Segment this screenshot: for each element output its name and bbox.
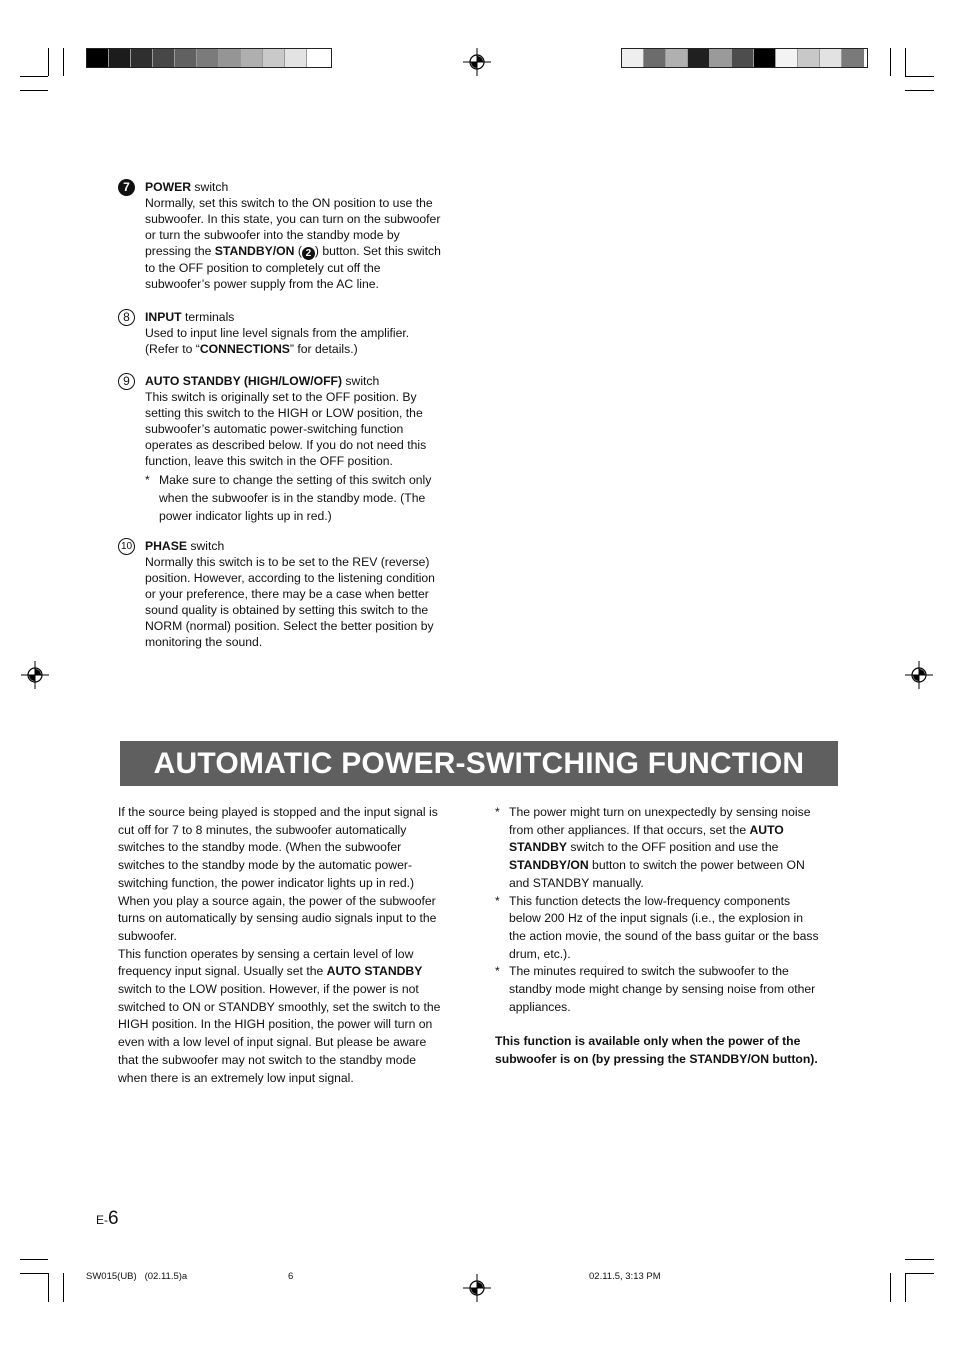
color-swatch [307,49,329,67]
color-swatch [710,49,732,67]
footer-job-code: SW015(UB) (02.11.5)a [86,1271,188,1282]
registration-mark-top [463,48,491,76]
paragraph-auto-standby-description: If the source being played is stopped and the input signal is cut off for 7 to 8 minutes, the subwoofer automatically switches to the standby mode. (When the subwoofer switches to the standby mode by the automatic power- switching function, the power indicator lights up in red.) When you play a source again, the power of the subwoofer turns on automatically by sensing audio signals input to the subwoofer. [118,805,438,943]
item-title: PHASE switch [145,539,225,553]
item-phase-switch [118,538,463,650]
color-swatch [131,49,153,67]
color-swatch [776,49,798,67]
bullet-minutes-note: * The minutes required to switch the subwoofer to the standby mode might change by sensing noise from other appliances. [495,964,816,1014]
bold-availability-note: This function is available only when the power of the subwoofer is on (by pressing the STANDBY/ON button). [495,1034,818,1067]
color-swatch [219,49,241,67]
color-swatch [842,49,864,67]
bullet-frequency-note: * This function detects the low-frequency components below 200 Hz of the input signals (i.e., the explosion in the action movie, the sound of the bass guitar or the bass drum, etc.). [495,893,819,961]
color-swatch [109,49,131,67]
registration-mark-left [21,661,49,689]
color-swatch [153,49,175,67]
paragraph-sensing-level: This function operates by sensing a certain level of low frequency input signal. Usually set the AUTO STANDBY switch to the LOW position. However, if the power is not switched to ON or STANDBY smoothly, set the switch to the HIGH position. In the HIGH position, the power will turn on even with a low level of input signal. But please be aware that the subwoofer may not switch to the standby mode when there is an extremely low input signal. [118,946,441,1085]
item-auto-standby-switch [118,373,463,525]
color-strip-right [621,48,868,68]
color-swatch [820,49,842,67]
item-description: Normally, set this switch to the ON position to use the subwoofer. In this state, you can turn on the subwoofer or turn the subwoofer into the standby mode by pressing the STANDBY/ON ( 2 ) button. Set this switch to the OFF position to completely cut off the subwoofer’s power supply from the AC line. [145,196,441,291]
color-swatch [644,49,666,67]
color-swatch [732,49,754,67]
right-column-text [495,804,840,1069]
color-swatch [87,49,109,67]
registration-mark-bottom [463,1274,491,1302]
page-number: E-6 [96,1208,119,1229]
color-swatch [688,49,710,67]
item-number-badge: 8 [118,309,135,326]
item-title: AUTO STANDBY (HIGH/LOW/OFF) switch [145,374,380,388]
item-number-badge: 7 [118,179,135,196]
left-column-text [118,804,463,1087]
item-input-terminals [118,309,463,357]
item-number-badge: 9 [118,373,135,390]
color-swatch [754,49,776,67]
item-number-badge: 10 [118,538,135,555]
item-description: Normally this switch is to be set to the REV (reverse) position. However, according to the listening condition or your preference, there may be a case when better sound quality is obtained by setting this switch to the NORM (normal) position. Select the better position by monitoring the sound. [145,555,435,649]
color-strip-left [86,48,332,68]
footer-page: 6 [288,1271,294,1282]
standby-button-reference-badge: 2 [302,247,315,260]
item-title: POWER switch [145,180,229,194]
item-description: Used to input line level signals from the amplifier. (Refer to “CONNECTIONS” for details.) [145,326,410,356]
footer-datetime: 02.11.5, 3:13 PM [589,1271,661,1282]
color-swatch [241,49,263,67]
item-title: INPUT terminals [145,310,235,324]
color-swatch [263,49,285,67]
registration-mark-right [905,661,933,689]
section-title-banner: AUTOMATIC POWER-SWITCHING FUNCTION [120,741,838,786]
color-swatch [666,49,688,67]
color-swatch [285,49,307,67]
item-description: This switch is originally set to the OFF position. By setting this switch to the HIGH or LOW position, the subwoofer’s automatic power-switching function operates as described below. If you do not need this function, leave this switch in the OFF position. [145,390,427,468]
color-swatch [798,49,820,67]
color-swatch [197,49,219,67]
bullet-noise-note: * The power might turn on unexpectedly by sensing noise from other appliances. If that occurs, set the AUTO STANDBY switch to the OFF position and use the STANDBY/ON button to switch the power between ON and STANDBY manually. [495,805,811,890]
color-swatch [622,49,644,67]
item-note: * Make sure to change the setting of this switch only when the subwoofer is in the standby mode. (The power indicator lights up in red.) [145,473,432,523]
item-power-switch [118,179,463,292]
color-swatch [175,49,197,67]
